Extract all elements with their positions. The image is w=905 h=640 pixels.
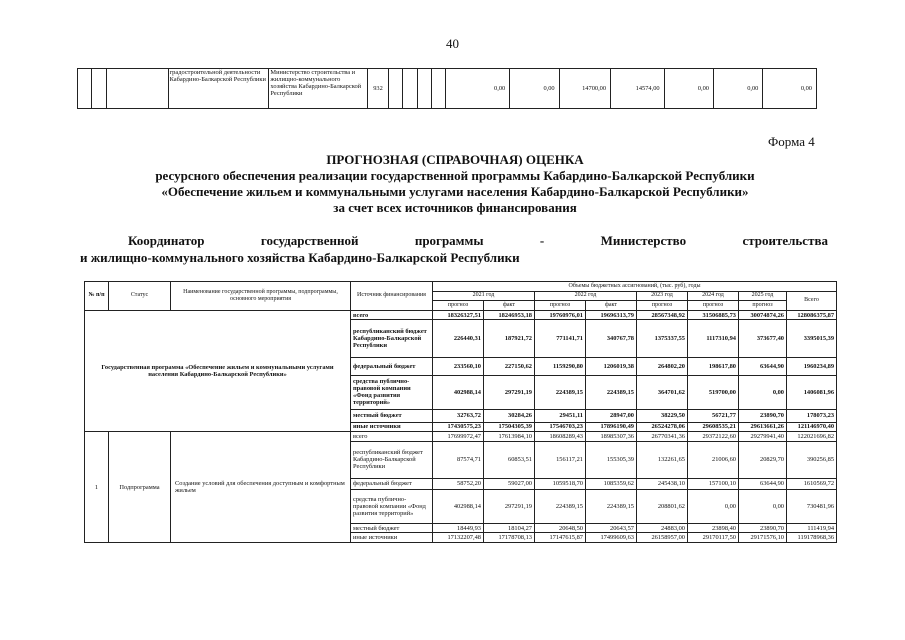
source-cell: иные источники xyxy=(351,533,433,543)
top-row-value: 0,00 xyxy=(763,69,817,109)
source-cell: иные источники xyxy=(351,422,433,432)
value-cell: 29451,11 xyxy=(535,409,586,422)
value-cell: 0,00 xyxy=(739,489,787,523)
value-cell: 402988,14 xyxy=(433,375,484,409)
value-cell: 17613984,10 xyxy=(484,432,535,442)
value-cell: 187921,72 xyxy=(484,320,535,357)
value-cell: 17178708,13 xyxy=(484,533,535,543)
value-cell: 128086375,87 xyxy=(787,310,837,320)
value-cell: 364701,62 xyxy=(637,375,688,409)
value-cell: 178073,23 xyxy=(787,409,837,422)
value-cell: 17430575,23 xyxy=(433,422,484,432)
source-cell: федеральный бюджет xyxy=(351,479,433,490)
page-number: 40 xyxy=(446,36,459,51)
value-cell: 87574,71 xyxy=(433,441,484,478)
table-row xyxy=(85,310,837,320)
value-cell: 20648,50 xyxy=(535,523,586,533)
source-cell: республиканский бюджет Кабардино-Балкарской Республики xyxy=(351,441,433,478)
value-cell: 19760976,01 xyxy=(535,310,586,320)
value-cell: 17147615,87 xyxy=(535,533,586,543)
top-row-value: 0,00 xyxy=(446,69,510,109)
value-cell: 1117310,94 xyxy=(688,320,739,357)
value-cell: 402988,14 xyxy=(433,489,484,523)
value-cell: 17132207,48 xyxy=(433,533,484,543)
header-volumes: Объемы бюджетных ассигнований, (тыс. руб), годы xyxy=(433,282,837,292)
value-cell: 30074874,26 xyxy=(739,310,787,320)
value-cell: 58752,20 xyxy=(433,479,484,490)
value-cell: 297291,19 xyxy=(484,375,535,409)
coordinator-line-2: и жилищно-коммунального хозяйства Кабардино-Балкарской Республики xyxy=(80,250,520,265)
value-cell: 29613661,26 xyxy=(739,422,787,432)
value-cell: 1159290,80 xyxy=(535,357,586,375)
value-cell: 28947,00 xyxy=(586,409,637,422)
value-cell: 0,00 xyxy=(739,375,787,409)
top-row-name: градостроительной деятельности Кабардино-Балкарской Республики xyxy=(168,69,269,109)
value-cell: 122021696,82 xyxy=(787,432,837,442)
value-cell: 26158957,00 xyxy=(637,533,688,543)
header-num: № п/п xyxy=(85,282,109,311)
form-label: Форма 4 xyxy=(768,134,815,149)
value-cell: 18104,27 xyxy=(484,523,535,533)
value-cell: 155305,39 xyxy=(586,441,637,478)
value-cell: 60853,51 xyxy=(484,441,535,478)
value-cell: 17699972,47 xyxy=(433,432,484,442)
header-forecast: прогноз xyxy=(637,301,688,311)
value-cell: 157100,10 xyxy=(688,479,739,490)
value-cell: 264802,20 xyxy=(637,357,688,375)
coordinator-word: программы xyxy=(414,233,484,248)
value-cell: 59027,00 xyxy=(484,479,535,490)
value-cell: 56721,77 xyxy=(688,409,739,422)
value-cell: 1406081,96 xyxy=(787,375,837,409)
top-row-code: 932 xyxy=(368,69,389,109)
value-cell: 1375337,55 xyxy=(637,320,688,357)
value-cell: 156117,21 xyxy=(535,441,586,478)
coordinator-word: строительства xyxy=(742,233,828,248)
table-row xyxy=(85,432,837,442)
value-cell: 226440,31 xyxy=(433,320,484,357)
source-cell: средства публично-правовой компании «Фонд развития территорий» xyxy=(351,489,433,523)
value-cell: 17546703,23 xyxy=(535,422,586,432)
top-row-value: 0,00 xyxy=(510,69,559,109)
header-year-2024: 2024 год xyxy=(688,291,739,301)
coordinator-line-1 xyxy=(128,233,828,249)
value-cell: 23898,40 xyxy=(688,523,739,533)
coordinator-word: - xyxy=(539,233,545,248)
value-cell: 24883,00 xyxy=(637,523,688,533)
value-cell: 29372122,60 xyxy=(688,432,739,442)
value-cell: 233560,10 xyxy=(433,357,484,375)
top-row-executor: Министерство строительства и жилищно-коммунального хозяйства Кабардино-Балкарской Республики xyxy=(269,69,368,109)
value-cell: 519700,00 xyxy=(688,375,739,409)
value-cell: 390256,85 xyxy=(787,441,837,478)
program-name: Государственная программа «Обеспечение жильем и коммунальными услугами населения Кабардино-Балкарской Республики» xyxy=(85,310,351,431)
value-cell: 224389,15 xyxy=(535,375,586,409)
value-cell: 63644,90 xyxy=(739,357,787,375)
header-total: Всего xyxy=(787,291,837,310)
value-cell: 1960234,89 xyxy=(787,357,837,375)
document-title xyxy=(60,152,850,216)
value-cell: 340767,78 xyxy=(586,320,637,357)
value-cell: 18326327,51 xyxy=(433,310,484,320)
header-name: Наименование государственной программы, подпрограммы, основного мероприятия xyxy=(171,282,351,311)
value-cell: 245438,10 xyxy=(637,479,688,490)
value-cell: 29171576,10 xyxy=(739,533,787,543)
top-row-value: 0,00 xyxy=(713,69,762,109)
value-cell: 26524278,06 xyxy=(637,422,688,432)
top-row-value: 0,00 xyxy=(664,69,713,109)
title-line: «Обеспечение жильем и коммунальными услугами населения Кабардино-Балкарской Республики» xyxy=(161,184,749,199)
title-line: ресурсного обеспечения реализации государственной программы Кабардино-Балкарской Республики xyxy=(155,168,755,183)
value-cell: 20829,70 xyxy=(739,441,787,478)
value-cell: 132261,65 xyxy=(637,441,688,478)
value-cell: 121146970,40 xyxy=(787,422,837,432)
value-cell: 227150,62 xyxy=(484,357,535,375)
header-year-2025: 2025 год xyxy=(739,291,787,301)
value-cell: 29170117,50 xyxy=(688,533,739,543)
value-cell: 19696313,79 xyxy=(586,310,637,320)
value-cell: 17504305,39 xyxy=(484,422,535,432)
header-status: Статус xyxy=(109,282,171,311)
value-cell: 29279941,40 xyxy=(739,432,787,442)
value-cell: 224389,15 xyxy=(586,489,637,523)
value-cell: 373677,40 xyxy=(739,320,787,357)
value-cell: 18608289,43 xyxy=(535,432,586,442)
source-cell: местный бюджет xyxy=(351,523,433,533)
source-cell: федеральный бюджет xyxy=(351,357,433,375)
value-cell: 32763,72 xyxy=(433,409,484,422)
header-fact: факт xyxy=(484,301,535,311)
value-cell: 17499609,63 xyxy=(586,533,637,543)
title-line: ПРОГНОЗНАЯ (СПРАВОЧНАЯ) ОЦЕНКА xyxy=(326,152,584,167)
value-cell: 30284,26 xyxy=(484,409,535,422)
source-cell: средства публично-правовой компании «Фонд развития территорий» xyxy=(351,375,433,409)
value-cell: 198617,80 xyxy=(688,357,739,375)
value-cell: 224389,15 xyxy=(535,489,586,523)
value-cell: 730481,96 xyxy=(787,489,837,523)
title-line: за счет всех источников финансирования xyxy=(333,200,577,215)
value-cell: 224389,15 xyxy=(586,375,637,409)
value-cell: 1610569,72 xyxy=(787,479,837,490)
value-cell: 26770341,36 xyxy=(637,432,688,442)
value-cell: 17896190,49 xyxy=(586,422,637,432)
continuation-table xyxy=(77,68,817,109)
coordinator-word: государственной xyxy=(260,233,359,248)
header-year-2021: 2021 год xyxy=(433,291,535,301)
value-cell: 18985307,36 xyxy=(586,432,637,442)
value-cell: 1059518,70 xyxy=(535,479,586,490)
top-row-value: 14700,00 xyxy=(559,69,610,109)
value-cell: 23890,70 xyxy=(739,523,787,533)
subprogram-name: Создание условий для обеспечения доступным и комфортным жильем xyxy=(171,432,351,543)
header-forecast: прогноз xyxy=(739,301,787,311)
top-row-value: 14574,00 xyxy=(611,69,665,109)
value-cell: 0,00 xyxy=(688,489,739,523)
source-cell: республиканский бюджет Кабардино-Балкарской Республики xyxy=(351,320,433,357)
value-cell: 21006,60 xyxy=(688,441,739,478)
value-cell: 23890,70 xyxy=(739,409,787,422)
header-year-2022: 2022 год xyxy=(535,291,637,301)
source-cell: всего xyxy=(351,310,433,320)
value-cell: 18246953,18 xyxy=(484,310,535,320)
value-cell: 771141,71 xyxy=(535,320,586,357)
header-forecast: прогноз xyxy=(535,301,586,311)
value-cell: 20643,57 xyxy=(586,523,637,533)
value-cell: 3395015,39 xyxy=(787,320,837,357)
header-fact: факт xyxy=(586,301,637,311)
value-cell: 31506885,73 xyxy=(688,310,739,320)
header-source: Источник финансирования xyxy=(351,282,433,311)
value-cell: 119178968,36 xyxy=(787,533,837,543)
coordinator-word: Координатор xyxy=(128,233,205,248)
value-cell: 111419,94 xyxy=(787,523,837,533)
resource-table xyxy=(84,281,837,543)
header-forecast: прогноз xyxy=(433,301,484,311)
subprogram-status: Подпрограмма xyxy=(109,432,171,543)
value-cell: 18449,93 xyxy=(433,523,484,533)
source-cell: всего xyxy=(351,432,433,442)
value-cell: 208801,62 xyxy=(637,489,688,523)
value-cell: 29608535,21 xyxy=(688,422,739,432)
value-cell: 1085359,62 xyxy=(586,479,637,490)
value-cell: 38229,50 xyxy=(637,409,688,422)
value-cell: 297291,19 xyxy=(484,489,535,523)
value-cell: 28567348,92 xyxy=(637,310,688,320)
source-cell: местный бюджет xyxy=(351,409,433,422)
value-cell: 63644,90 xyxy=(739,479,787,490)
value-cell: 1206019,38 xyxy=(586,357,637,375)
coordinator-word: Министерство xyxy=(600,233,687,248)
subprogram-num: 1 xyxy=(85,432,109,543)
header-forecast: прогноз xyxy=(688,301,739,311)
header-year-2023: 2023 год xyxy=(637,291,688,301)
